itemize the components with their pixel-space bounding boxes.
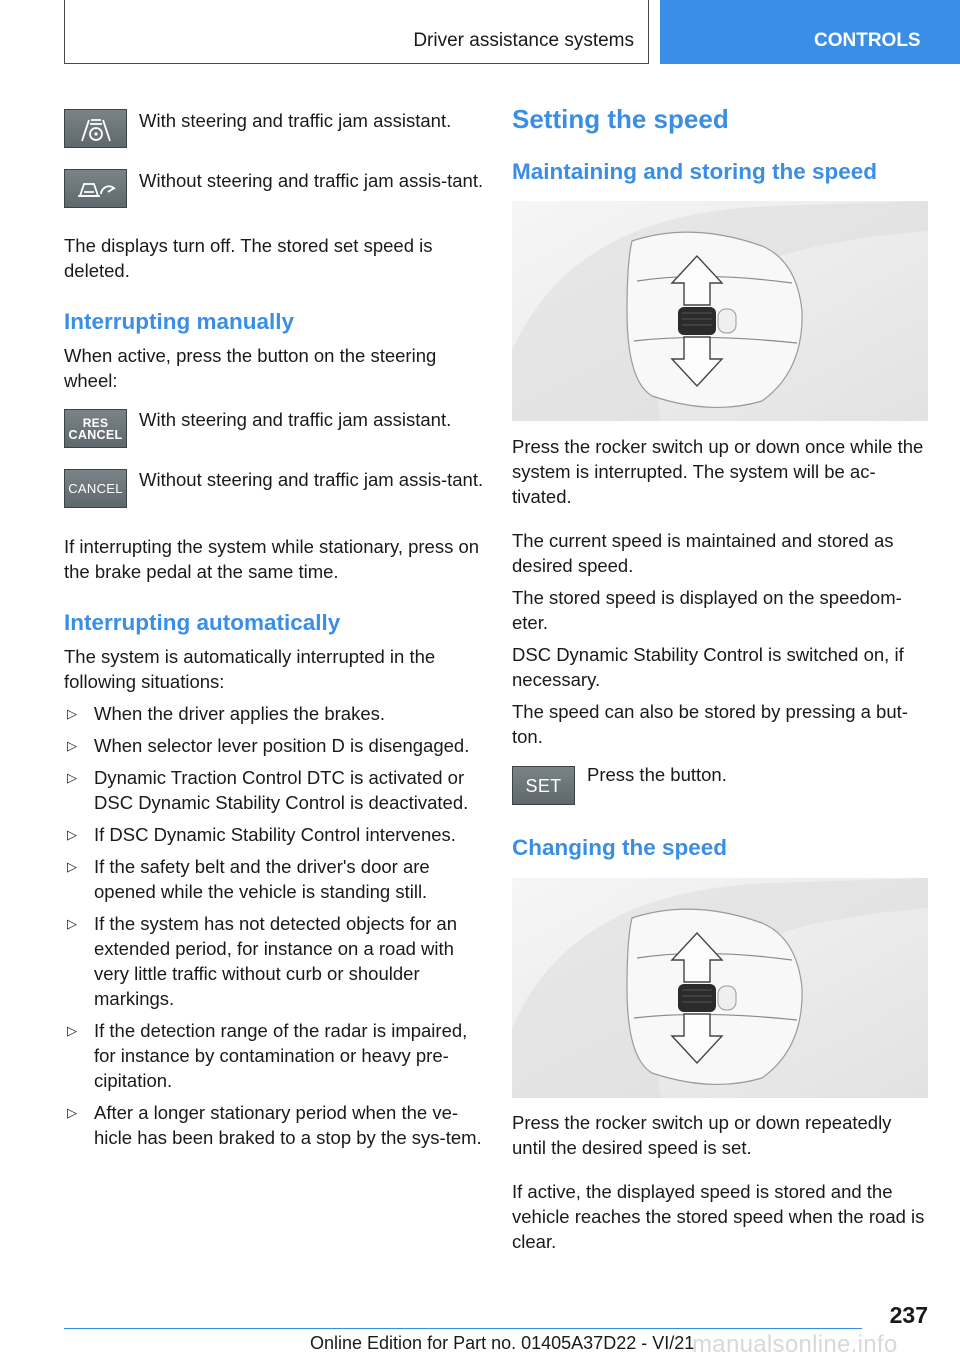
bullet-triangle-icon: ▷ [67, 738, 77, 753]
list-item: ▷ If the detection range of the radar is impaired, for instance by contamination or heavy pre‐cipitation. [67, 1020, 468, 1091]
button-label-line1: RES [82, 415, 109, 430]
button-label-line2: CANCEL [68, 427, 123, 442]
icon-caption: With steering and traffic jam assistant. [139, 409, 452, 430]
bullet-triangle-icon: ▷ [67, 859, 77, 874]
watermark: manualsonline.info [692, 1331, 898, 1358]
paragraph-displays-off: The displays turn off. The stored set speed is deleted. [64, 235, 433, 281]
paragraph-manual: When active, press the button on the steering wheel: [64, 345, 437, 391]
icon-row-cancel [64, 467, 484, 527]
footer-divider [64, 1328, 862, 1329]
paragraph-current-speed: The current speed is maintained and stored as desired speed. [512, 530, 894, 576]
icon-row-cruise-control [64, 168, 484, 228]
paragraph-displayed-speed: The stored speed is displayed on the speedom‐eter. [512, 587, 902, 633]
header-chapter-title: CONTROLS [814, 30, 921, 51]
button-label: CANCEL [68, 480, 123, 496]
paragraph-rocker-repeat: Press the rocker switch up or down repeatedly until the desired speed is set. [512, 1112, 892, 1158]
icon-row-res-cancel [64, 407, 480, 467]
list-item: ▷ If the system has not detected objects for an extended period, for instance on a road with very little traffic without curb or shoulder markings. [67, 913, 458, 1009]
paragraph-rocker-once: Press the rocker switch up or down once while the system is interrupted. The system will be ac‐tivated. [512, 436, 924, 507]
header-section-box [64, 0, 649, 64]
heading-interrupting-manually: Interrupting manually [64, 309, 295, 334]
steering-wheel-rocker-switch-image-2 [512, 878, 928, 1098]
header-chapter-tab [660, 0, 960, 64]
res-cancel-button-icon [64, 409, 127, 448]
heading-changing-the-speed: Changing the speed [512, 835, 728, 860]
footer-edition: Online Edition for Part no. 01405A37D22 - VI/21 [310, 1333, 695, 1353]
paragraph-dsc: DSC Dynamic Stability Control is switched on, if necessary. [512, 644, 904, 690]
steering-assistant-display-icon [64, 109, 127, 148]
steering-wheel-rocker-switch-image [512, 201, 928, 421]
paragraph-stationary: If interrupting the system while stationary, press on the brake pedal at the same time. [64, 536, 480, 582]
icon-caption: With steering and traffic jam assistant. [139, 110, 452, 131]
paragraph-active-stored: If active, the displayed speed is stored and the vehicle reaches the stored speed when the road is clear. [512, 1181, 925, 1252]
bullet-triangle-icon: ▷ [67, 706, 77, 721]
icon-caption: Without steering and traffic jam assis‐tant. [139, 170, 484, 191]
icon-caption: Without steering and traffic jam assis‐tant. [139, 469, 484, 490]
paragraph-store-by-button: The speed can also be stored by pressing a but‐ton. [512, 701, 908, 747]
list-item: ▷ Dynamic Traction Control DTC is activated or DSC Dynamic Stability Control is deactivated. [67, 767, 469, 813]
cancel-button-icon [64, 469, 127, 508]
set-button-icon [512, 766, 575, 805]
interruption-conditions-list [64, 701, 484, 1150]
list-item: ▷ When the driver applies the brakes. [67, 703, 386, 724]
bullet-triangle-icon: ▷ [67, 1023, 77, 1038]
button-label: SET [525, 775, 562, 796]
list-item: ▷ If the safety belt and the driver's door are opened while the vehicle is standing still. [67, 856, 430, 902]
bullet-triangle-icon: ▷ [67, 1105, 77, 1120]
icon-row-steering-assistant [64, 108, 480, 168]
bullet-triangle-icon: ▷ [67, 916, 77, 931]
heading-maintaining-storing: Maintaining and storing the speed [512, 159, 878, 184]
paragraph-auto: The system is automatically interrupted in the following situations: [64, 646, 436, 692]
list-item: ▷ After a longer stationary period when the ve‐hicle has been braked to a stop by the sys‐tem. [67, 1102, 482, 1148]
bullet-triangle-icon: ▷ [67, 770, 77, 785]
list-item: ▷ If DSC Dynamic Stability Control intervenes. [67, 824, 456, 845]
header-section-title: Driver assistance systems [413, 30, 634, 51]
list-item: ▷ When selector lever position D is disengaged. [67, 735, 470, 756]
icon-row-set [512, 762, 928, 822]
bullet-triangle-icon: ▷ [67, 827, 77, 842]
icon-caption: Press the button. [587, 764, 727, 785]
cruise-control-display-icon [64, 169, 127, 208]
heading-setting-the-speed: Setting the speed [512, 104, 729, 134]
page-number: 237 [889, 1302, 928, 1328]
heading-interrupting-automatically: Interrupting automatically [64, 610, 341, 635]
